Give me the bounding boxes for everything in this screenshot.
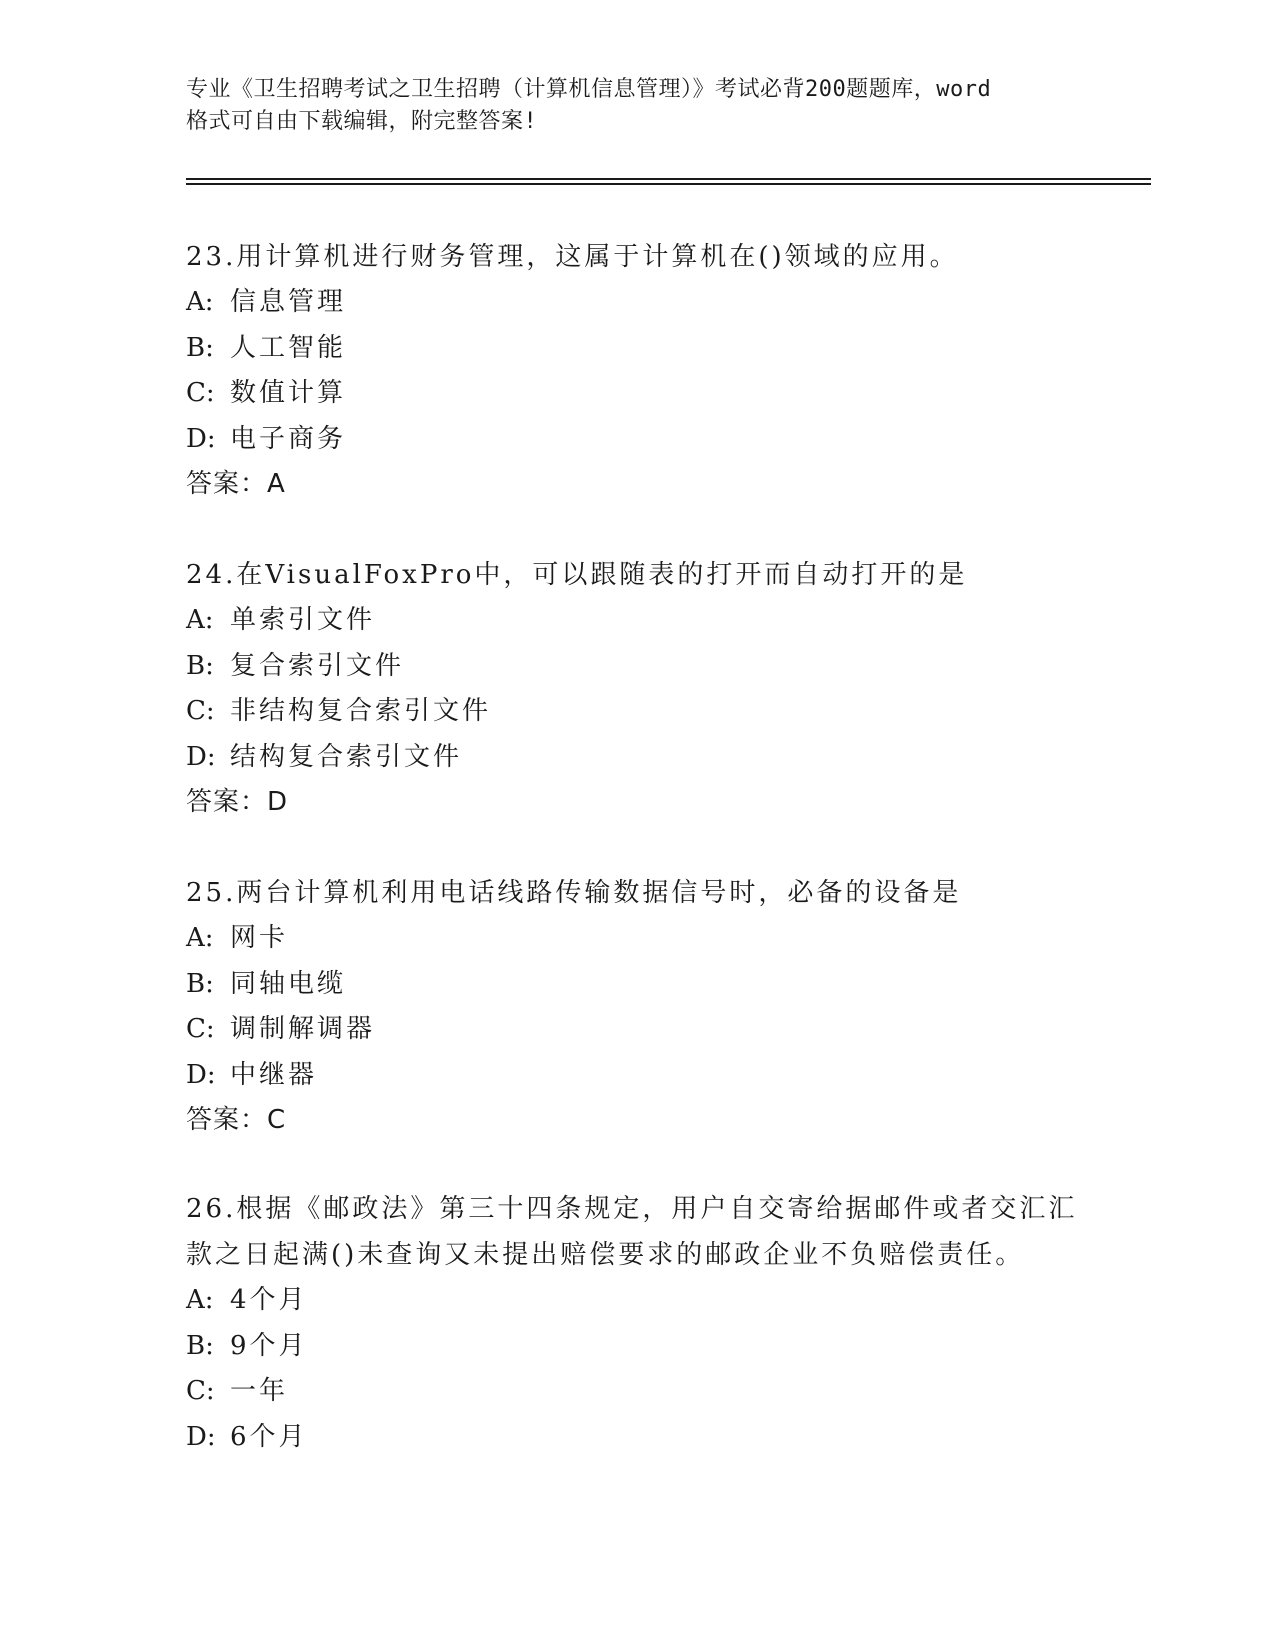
option-key: B:	[186, 332, 214, 363]
option-key: A:	[186, 1285, 214, 1315]
option-text: 数值计算	[230, 378, 347, 409]
option-b	[186, 326, 1091, 372]
option-key: B:	[186, 968, 214, 999]
question-stem: 25.两台计算机利用电话线路传输数据信号时，必备的设备是	[186, 878, 962, 908]
option-text: 网卡	[230, 923, 289, 953]
option-text: 4个月	[230, 1285, 308, 1315]
header-line-1: 专业《卫生招聘考试之卫生招聘（计算机信息管理）》考试必背200题题库，word	[186, 77, 992, 102]
option-c	[186, 1007, 1091, 1053]
option-key: D:	[186, 423, 216, 454]
question-23	[186, 234, 1091, 507]
option-text: 复合索引文件	[230, 650, 405, 681]
header-divider-top	[186, 178, 1151, 180]
option-c	[186, 371, 1091, 417]
option-key: B:	[186, 1330, 214, 1361]
answer-line: 答案：A	[186, 469, 286, 500]
option-a	[186, 1278, 1091, 1324]
option-key: C:	[186, 1014, 215, 1045]
option-key: A:	[186, 923, 214, 953]
option-key: D:	[186, 1059, 216, 1090]
option-text: 9个月	[230, 1330, 308, 1361]
option-d	[186, 735, 1091, 781]
option-d	[186, 417, 1091, 463]
option-b	[186, 1324, 1091, 1370]
question-24	[186, 552, 1091, 825]
option-c	[186, 689, 1091, 735]
option-text: 6个月	[230, 1421, 308, 1452]
option-key: D:	[186, 741, 216, 772]
question-stem-line-1: 26.根据《邮政法》第三十四条规定，用户自交寄给据邮件或者交汇汇	[186, 1194, 1078, 1224]
option-text: 同轴电缆	[230, 968, 347, 999]
option-text: 电子商务	[230, 423, 347, 454]
option-text: 单索引文件	[230, 605, 376, 635]
option-a	[186, 598, 1091, 644]
option-text: 一年	[230, 1376, 289, 1407]
document-header	[186, 74, 1086, 138]
option-key: C:	[186, 696, 215, 727]
question-26	[186, 1186, 1091, 1460]
option-key: A:	[186, 605, 214, 635]
option-key: D:	[186, 1421, 216, 1452]
option-a	[186, 916, 1091, 962]
option-d	[186, 1053, 1091, 1099]
option-key: C:	[186, 378, 215, 409]
header-divider-bottom	[186, 183, 1151, 185]
option-text: 非结构复合索引文件	[230, 696, 492, 727]
option-d	[186, 1415, 1091, 1461]
answer-line: 答案：D	[186, 787, 289, 818]
option-text: 信息管理	[230, 287, 347, 317]
option-text: 中继器	[230, 1059, 318, 1090]
option-key: A:	[186, 287, 214, 317]
question-stem-line-2: 款之日起满()未查询又未提出赔偿要求的邮政企业不负赔偿责任。	[186, 1240, 1025, 1270]
option-text: 调制解调器	[230, 1014, 376, 1045]
option-text: 结构复合索引文件	[230, 741, 463, 772]
option-b	[186, 962, 1091, 1008]
option-key: C:	[186, 1376, 215, 1407]
option-b	[186, 644, 1091, 690]
option-key: B:	[186, 650, 214, 681]
question-25	[186, 870, 1091, 1143]
answer-line: 答案：C	[186, 1105, 287, 1136]
question-stem: 23.用计算机进行财务管理，这属于计算机在()领域的应用。	[186, 242, 959, 272]
option-text: 人工智能	[230, 332, 347, 363]
question-stem: 24.在VisualFoxPro中，可以跟随表的打开而自动打开的是	[186, 560, 968, 590]
header-line-2: 格式可自由下载编辑，附完整答案!	[186, 109, 538, 134]
option-a	[186, 280, 1091, 326]
option-c	[186, 1369, 1091, 1415]
